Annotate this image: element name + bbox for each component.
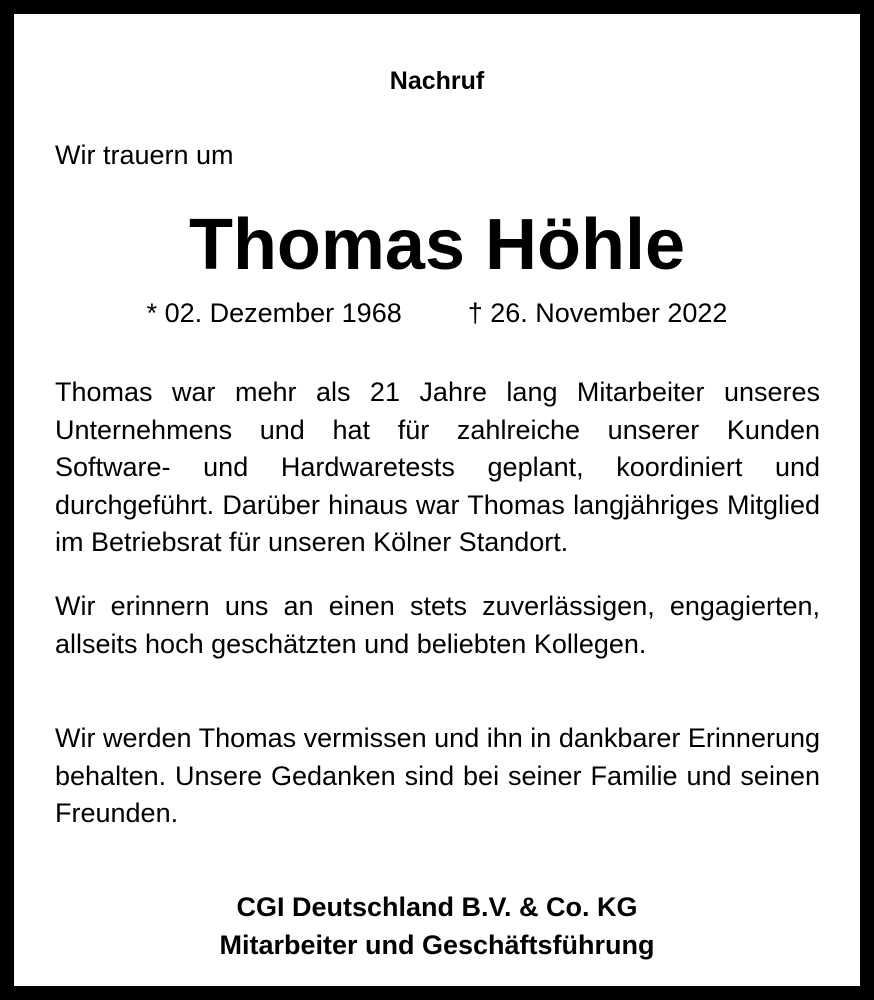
obituary-heading: Nachruf: [389, 67, 485, 95]
intro-text: Wir trauern um: [55, 140, 234, 170]
paragraph-remembrance: Wir erinnern uns an einen stets zuverlässigen, engagierten, allseits hoch geschätzten und beliebten Kollegen.: [55, 591, 820, 659]
birth-date: * 02. Dezember 1968: [146, 298, 402, 328]
death-date: † 26. November 2022: [467, 298, 728, 328]
signature-company: CGI Deutschland B.V. & Co. KG: [236, 892, 638, 922]
life-dates: [14, 297, 860, 329]
signature-block: [14, 888, 860, 964]
deceased-name: Thomas Höhle: [188, 205, 686, 285]
paragraph-career: Thomas war mehr als 21 Jahre lang Mitarbeiter unseres Unternehmens und hat für zahlreiche unserer Kunden Software- und Hardwaretests geplant, koordiniert und durchgeführt. Darüber hinaus war Thomas langjähriges Mitglied im Betriebsrat für unseren Kölner Standort.: [55, 377, 820, 557]
signature-group: Mitarbeiter und Geschäftsführung: [219, 930, 655, 960]
paragraph-condolence: Wir werden Thomas vermissen und ihn in dankbarer Erinnerung behalten. Unsere Gedanken sind bei seiner Familie und seinen Freunden.: [55, 723, 820, 828]
